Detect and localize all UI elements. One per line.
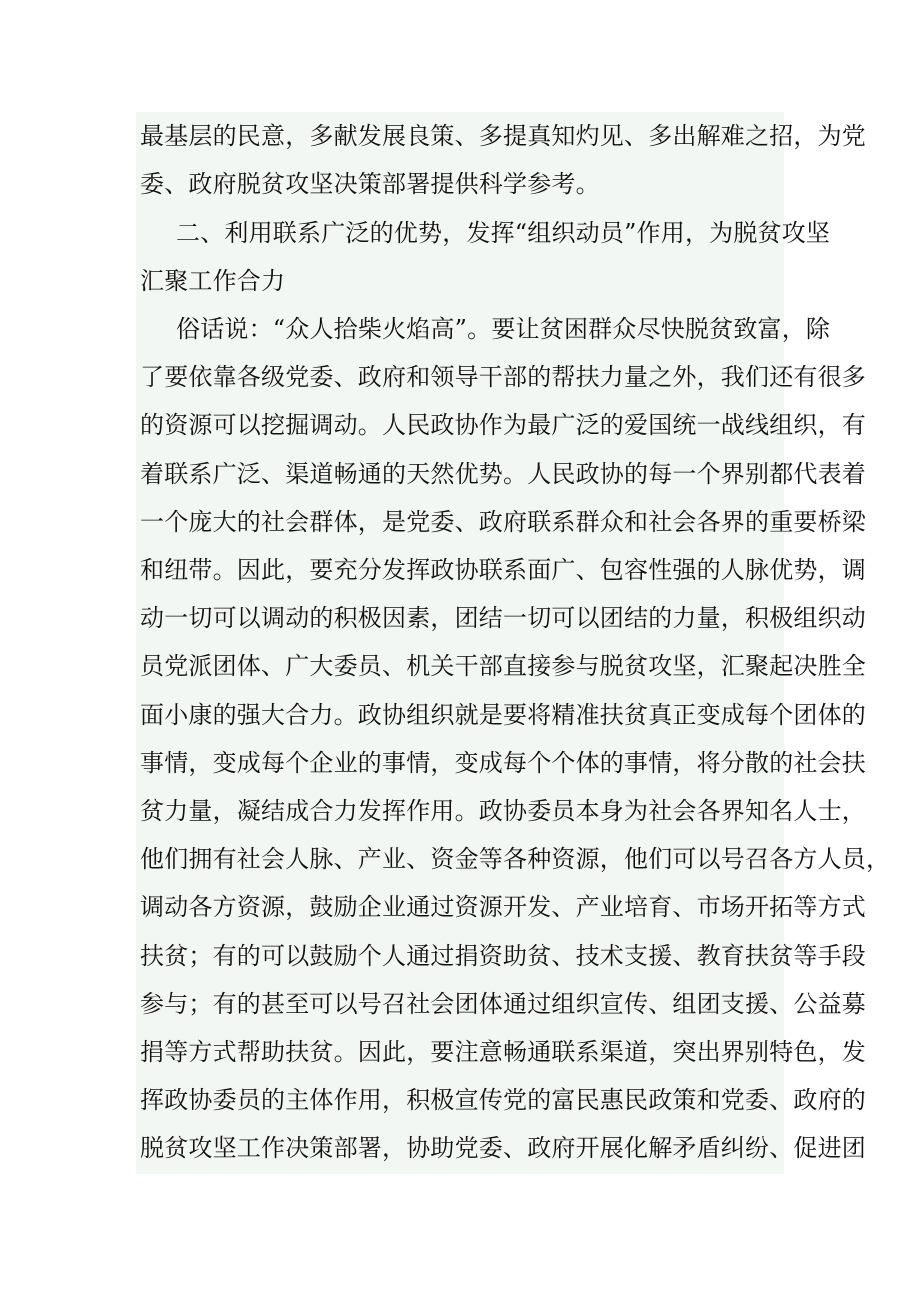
text-line: 扶贫；有的可以鼓励个人通过捐资助贫、技术支援、教育扶贫等手段 — [140, 942, 866, 970]
text-line: 最基层的民意，多献发展良策、多提真知灼见、多出解难之招，为党 — [140, 122, 866, 150]
text-line: 动一切可以调动的积极因素，团结一切可以团结的力量，积极组织动 — [140, 604, 866, 632]
text-line: 和纽带。因此，要充分发挥政协联系面广、包容性强的人脉优势，调 — [140, 556, 866, 584]
text-line: 贫力量，凝结成合力发挥作用。政协委员本身为社会各界知名人士， — [140, 797, 866, 825]
text-line: 捐等方式帮助扶贫。因此，要注意畅通联系渠道，突出界别特色，发 — [140, 1038, 866, 1066]
text-line: 参与；有的甚至可以号召社会团体通过组织宣传、组团支援、公益募 — [140, 990, 866, 1018]
document-text-block — [136, 112, 891, 1174]
text-line: 脱贫攻坚工作决策部署，协助党委、政府开展化解矛盾纠纷、促进团 — [140, 1134, 866, 1162]
text-line: 的资源可以挖掘调动。人民政协作为最广泛的爱国统一战线组织，有 — [140, 411, 866, 439]
text-line: 俗话说：“众人拾柴火焰高”。要让贫困群众尽快脱贫致富，除 — [176, 315, 831, 343]
section-heading-line: 二、利用联系广泛的优势，发挥“组织动员”作用，为脱贫攻坚 — [176, 219, 831, 247]
text-line: 调动各方资源，鼓励企业通过资源开发、产业培育、市场开拓等方式 — [140, 893, 866, 921]
text-line: 委、政府脱贫攻坚决策部署提供科学参考。 — [140, 170, 600, 198]
section-heading-line: 汇聚工作合力 — [140, 267, 286, 295]
text-line: 面小康的强大合力。政协组织就是要将精准扶贫真正变成每个团体的 — [140, 701, 866, 729]
text-line: 着联系广泛、渠道畅通的天然优势。人民政协的每一个界别都代表着 — [140, 460, 866, 488]
text-line: 事情，变成每个企业的事情，变成每个个体的事情，将分散的社会扶 — [140, 749, 866, 777]
text-line: 挥政协委员的主体作用，积极宣传党的富民惠民政策和党委、政府的 — [140, 1086, 866, 1114]
text-line: 一个庞大的社会群体，是党委、政府联系群众和社会各界的重要桥梁 — [140, 508, 866, 536]
text-line: 了要依靠各级党委、政府和领导干部的帮扶力量之外，我们还有很多 — [140, 363, 866, 391]
text-line: 员党派团体、广大委员、机关干部直接参与脱贫攻坚，汇聚起决胜全 — [140, 652, 866, 680]
text-line: 他们拥有社会人脉、产业、资金等各种资源，他们可以号召各方人员， — [140, 845, 891, 873]
